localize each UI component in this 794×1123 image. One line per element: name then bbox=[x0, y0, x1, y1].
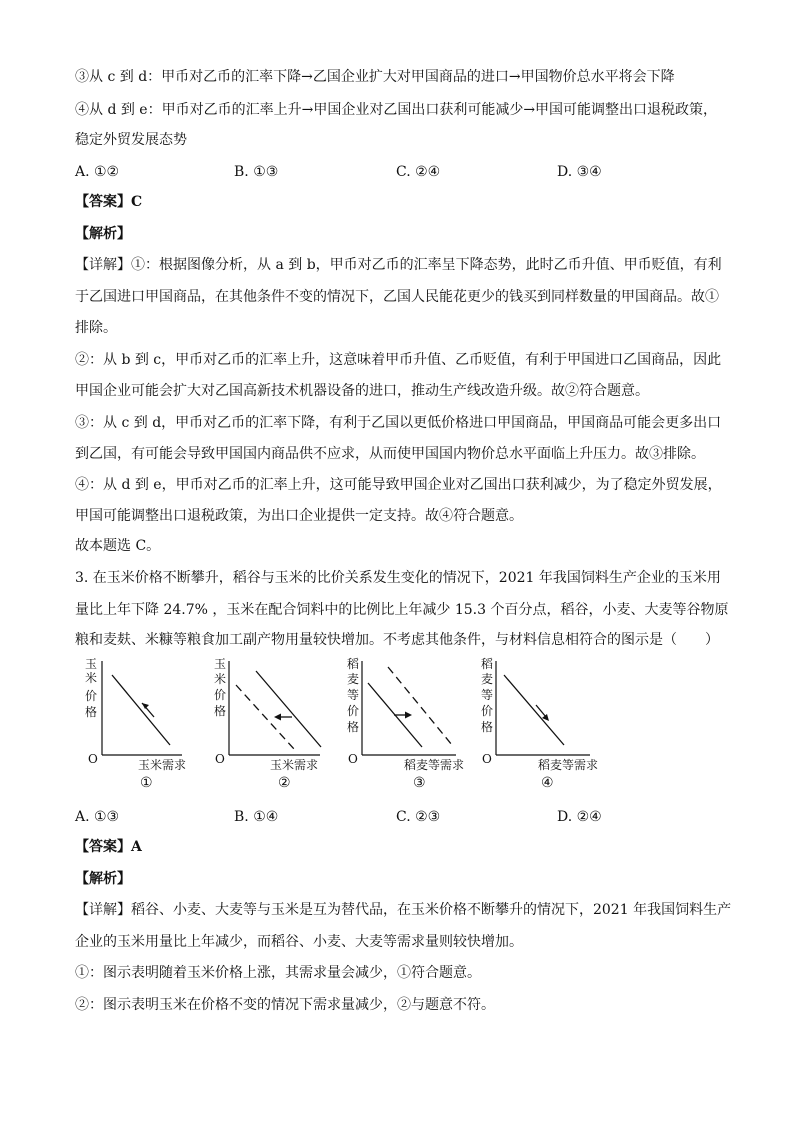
svg-text:稻: 稻 bbox=[347, 657, 360, 671]
text-line: 稳定外贸发展态势 bbox=[75, 132, 187, 148]
x-axis-label: 稻麦等需求 bbox=[538, 758, 599, 772]
text-line: ③：从 c 到 d，甲币对乙币的汇率下降，有利于乙国以更低价格进口甲国商品，甲国商品可能会更多出口 bbox=[75, 415, 722, 431]
svg-text:价: 价 bbox=[481, 704, 494, 718]
shift-arrow bbox=[536, 705, 546, 717]
question-line: 量比上年下降 24.7% ，玉米在配合饲料中的比例比上年减少 15.3 个百分点，稻谷，小麦、大麦等谷物原 bbox=[75, 602, 729, 618]
y-axis-label bbox=[85, 657, 97, 719]
svg-text:麦: 麦 bbox=[481, 672, 494, 686]
analysis-label: 【解析】 bbox=[75, 871, 131, 887]
option-a: A. ①③ bbox=[75, 809, 120, 825]
origin-label: O bbox=[215, 752, 225, 766]
text-line: ②：图示表明玉米在价格不变的情况下需求量减少，②与题意不符。 bbox=[75, 997, 495, 1013]
option-d: D. ②④ bbox=[557, 809, 602, 825]
text-line: ①：图示表明随着玉米价格上涨，其需求量会减少，①符合题意。 bbox=[75, 965, 481, 981]
origin-label: O bbox=[88, 752, 98, 766]
graph-4 bbox=[476, 655, 601, 779]
text-line: 故本题选 C。 bbox=[75, 538, 161, 554]
graph-number: ③ bbox=[413, 775, 426, 791]
arrow-head bbox=[405, 712, 412, 719]
svg-text:玉: 玉 bbox=[85, 657, 98, 671]
graph-number: ② bbox=[278, 775, 291, 791]
demand-curve bbox=[112, 675, 170, 745]
text-line: 甲国企业可能会扩大对乙国高新技术机器设备的进口，推动生产线改造升级。故②符合题意。 bbox=[75, 383, 649, 399]
y-axis-label bbox=[481, 657, 493, 734]
analysis-label: 【解析】 bbox=[75, 226, 131, 242]
text-line: 排除。 bbox=[75, 320, 117, 336]
text-line: ③从 c 到 d：甲币对乙币的汇率下降→乙国企业扩大对甲国商品的进口→甲国物价总水平将会下降 bbox=[75, 69, 675, 85]
graph-2 bbox=[208, 655, 333, 779]
text-line: 【详解】稻谷、小麦、大麦等与玉米是互为替代品，在玉米价格不断攀升的情况下，2021 年我国饲料生产 bbox=[75, 902, 732, 918]
option-c: C. ②④ bbox=[396, 164, 441, 180]
question-line: 3. 在玉米价格不断攀升，稻谷与玉米的比价关系发生变化的情况下，2021 年我国饲料生产企业的玉米用 bbox=[75, 570, 721, 586]
demand-curve-new bbox=[388, 667, 452, 745]
svg-text:等: 等 bbox=[481, 688, 494, 702]
svg-text:价: 价 bbox=[85, 689, 98, 703]
option-b: B. ①③ bbox=[234, 164, 279, 180]
svg-text:格: 格 bbox=[214, 704, 227, 718]
svg-text:价: 价 bbox=[347, 704, 360, 718]
y-axis-label bbox=[347, 657, 359, 734]
question-line: 粮和麦麸、米糠等粮食加工副产物用量较快增加。不考虑其他条件，与材料信息相符合的图示是（ ） bbox=[75, 632, 719, 648]
y-axis-label bbox=[214, 657, 226, 718]
origin-label: O bbox=[482, 752, 492, 766]
origin-label: O bbox=[348, 752, 358, 766]
option-d: D. ③④ bbox=[557, 164, 602, 180]
arrow-head bbox=[142, 703, 149, 709]
x-axis-label: 玉米需求 bbox=[270, 758, 319, 772]
option-a: A. ①② bbox=[75, 164, 120, 180]
svg-text:价: 价 bbox=[214, 688, 227, 702]
svg-text:米: 米 bbox=[214, 672, 227, 686]
answer-label: 【答案】C bbox=[75, 194, 143, 210]
text-line: 到乙国，有可能会导致甲国国内商品供不应求，从而使甲国国内物价总水平面临上升压力。故③排除。 bbox=[75, 446, 705, 462]
demand-curve-old bbox=[256, 671, 321, 747]
graph-1 bbox=[78, 655, 198, 779]
text-line: 于乙国进口甲国商品，在其他条件不变的情况下，乙国人民能花更少的钱买到同样数量的甲国商品。故① bbox=[75, 289, 719, 305]
x-axis-label: 稻麦等需求 bbox=[404, 758, 465, 772]
svg-text:麦: 麦 bbox=[347, 672, 360, 686]
svg-text:格: 格 bbox=[85, 705, 98, 719]
x-axis-label: 玉米需求 bbox=[138, 758, 187, 772]
text-line: 企业的玉米用量比上年减少，而稻谷、小麦、大麦等需求量则较快增加。 bbox=[75, 934, 523, 950]
svg-text:等: 等 bbox=[347, 688, 360, 702]
text-line: ④从 d 到 e：甲币对乙币的汇率上升→甲国企业对乙国出口获利可能减少→甲国可能调整出口退税政策， bbox=[75, 102, 718, 118]
arrow-head bbox=[274, 714, 281, 721]
graph-number: ① bbox=[140, 775, 153, 791]
option-c: C. ②③ bbox=[396, 809, 441, 825]
text-line: ②：从 b 到 c，甲币对乙币的汇率上升，这意味着甲币升值、乙币贬值，有利于甲国进口乙国商品，因此 bbox=[75, 352, 722, 368]
text-line: 【详解】①：根据图像分析，从 a 到 b，甲币对乙币的汇率呈下降态势，此时乙币升值、甲币贬值，有利 bbox=[75, 257, 722, 273]
svg-text:格: 格 bbox=[481, 720, 494, 734]
graph-3 bbox=[342, 655, 467, 779]
graph-number: ④ bbox=[541, 775, 554, 791]
svg-text:稻: 稻 bbox=[481, 657, 494, 671]
svg-text:格: 格 bbox=[347, 720, 360, 734]
text-line: ④：从 d 到 e，甲币对乙币的汇率上升，这可能导致甲国企业对乙国出口获利减少，为了稳定外贸发展， bbox=[75, 477, 722, 493]
svg-text:玉: 玉 bbox=[214, 657, 227, 671]
answer-label: 【答案】A bbox=[75, 839, 142, 855]
text-line: 甲国可能调整出口退税政策，为出口企业提供一定支持。故④符合题意。 bbox=[75, 508, 523, 524]
option-b: B. ①④ bbox=[234, 809, 279, 825]
demand-curve bbox=[504, 675, 564, 745]
svg-text:米: 米 bbox=[85, 671, 98, 685]
